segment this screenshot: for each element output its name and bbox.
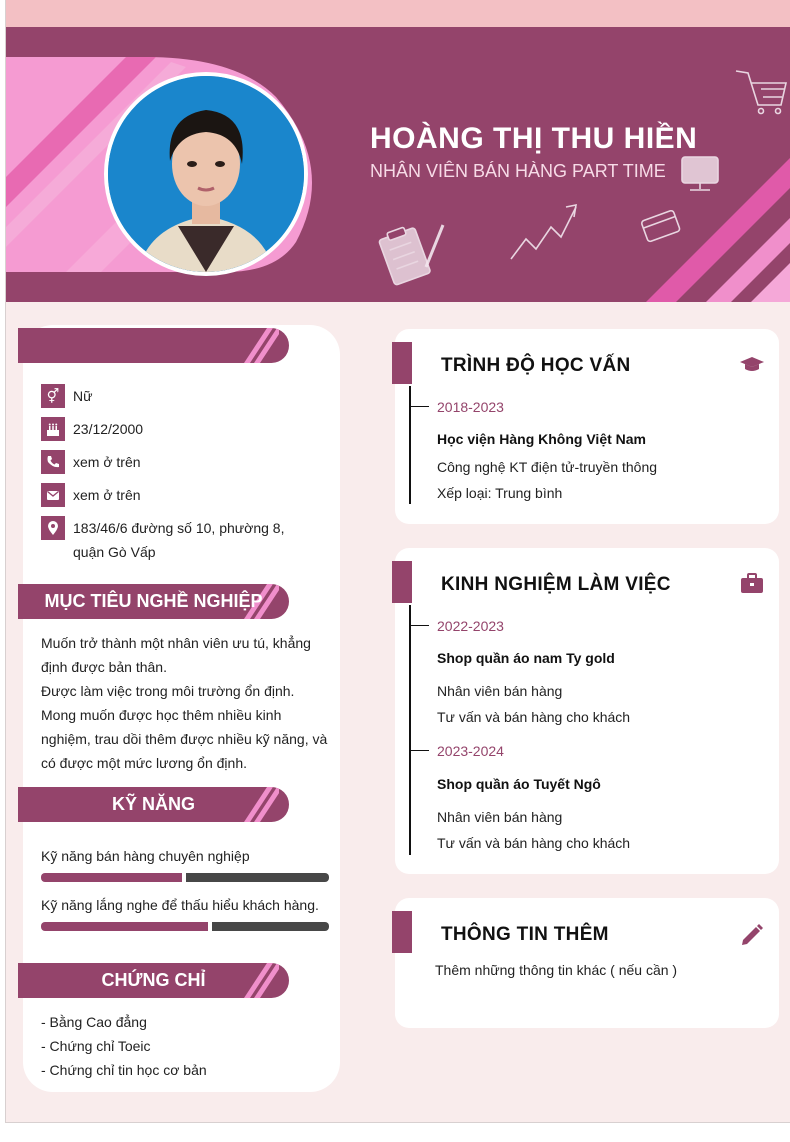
gender-icon: ⚥ [41,384,65,408]
timeline-tick [409,750,429,751]
education-period: 2018-2023 [437,399,504,415]
job-period: 2023-2024 [437,743,504,759]
job-description: Tư vấn và bán hàng cho khách [437,835,631,851]
education-major: Công nghệ KT điện tử-truyền thông [437,459,658,475]
experience-card [395,548,779,874]
objective-text: Muốn trở thành một nhân viên ưu tú, khẳng định được bản thân. Được làm việc trong môi trường ổn định. Mong muốn được học thêm nhiều kinh nghiệm, trau dồi thêm được nhiều kỹ năng, và có được một mức lương ổn định. [41,635,328,771]
phone-icon [41,450,65,474]
contact-ribbon [18,328,289,363]
contact-email: xem ở trên [41,483,141,507]
skill-label: Kỹ năng lắng nghe để thấu hiểu khách hàng. [41,897,319,913]
certificate-item: - Chứng chỉ tin học cơ bản [41,1062,207,1078]
contact-phone: xem ở trên [41,450,141,474]
experience-title: KINH NGHIỆM LÀM VIỆC [441,574,671,595]
profile-photo [104,72,308,276]
skill-bar-rest [212,922,329,931]
contact-gender: ⚥ Nữ [41,384,92,408]
card-tab [392,561,412,603]
card-tab [392,911,412,953]
contact-birthday: 23/12/2000 [41,417,143,441]
skill-bar-rest [186,873,329,882]
resume-page [5,0,790,1123]
skill-bar [41,922,329,931]
additional-text: Thêm những thông tin khác ( nếu cần ) [435,962,678,978]
skill-bar [41,873,329,882]
timeline-line [409,386,411,504]
contact-address: 183/46/6 đường số 10, phường 8, quận Gò Vấp [41,516,284,564]
job-description: Tư vấn và bán hàng cho khách [437,709,631,725]
candidate-position: NHÂN VIÊN BÁN HÀNG PART TIME [370,161,666,181]
skills-ribbon [18,787,289,822]
skill-bar-fill [41,873,182,882]
job-company: Shop quần áo Tuyết Ngô [437,776,601,792]
pencil-icon [739,920,765,946]
header-banner [6,27,790,302]
job-period: 2022-2023 [437,618,504,634]
job-role: Nhân viên bán hàng [437,683,563,699]
education-grade: Xếp loại: Trung bình [437,485,563,501]
certificate-item: - Bằng Cao đẳng [41,1014,147,1030]
birthday-cake-icon [41,417,65,441]
education-title: TRÌNH ĐỘ HỌC VẤN [441,355,631,376]
candidate-name: HOÀNG THỊ THU HIỀN [370,122,698,155]
job-company: Shop quần áo nam Ty gold [437,650,615,666]
education-card [395,329,779,524]
certificate-item: - Chứng chỉ Toeic [41,1038,151,1054]
briefcase-icon [739,570,765,596]
timeline-tick [409,625,429,626]
graduation-cap-icon [739,351,765,377]
certificates-ribbon [18,963,289,998]
additional-title: THÔNG TIN THÊM [441,924,609,945]
location-pin-icon [41,516,65,540]
objective-ribbon [18,584,289,619]
email-icon [41,483,65,507]
timeline-line [409,605,411,855]
top-strip [6,0,790,27]
job-role: Nhân viên bán hàng [437,809,563,825]
card-tab [392,342,412,384]
skills-title: KỸ NĂNG [111,794,195,814]
objective-title: MỤC TIÊU NGHỀ NGHIỆP [44,591,263,611]
additional-info-card [395,898,779,1028]
education-school: Học viện Hàng Không Việt Nam [437,431,646,447]
skill-label: Kỹ năng bán hàng chuyên nghiệp [41,848,250,864]
skill-bar-fill [41,922,208,931]
certificates-title: CHỨNG CHỈ [101,970,206,990]
timeline-tick [409,406,429,407]
